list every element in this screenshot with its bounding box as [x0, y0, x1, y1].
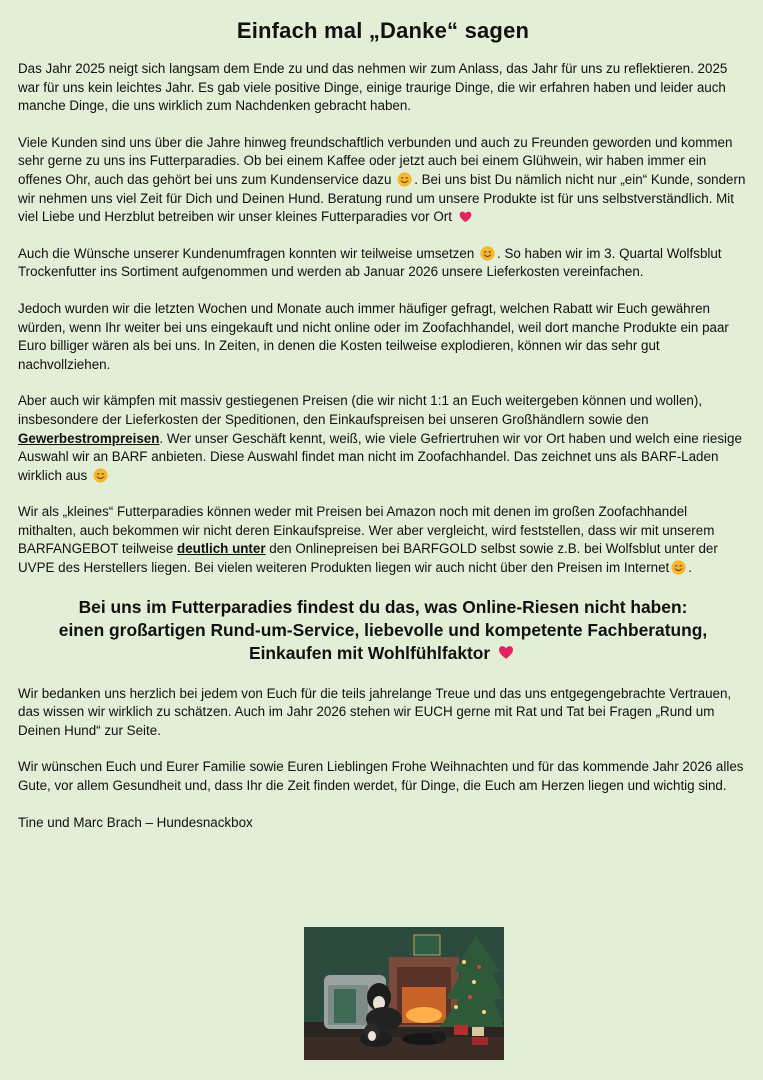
christmas-dogs-photo	[304, 927, 504, 1060]
callout-line-1: Bei uns im Futterparadies findest du das, was Online-Riesen nicht haben:	[78, 596, 688, 617]
paragraph-wishes-text-b: . So haben wir im 3. Quartal Wolfsblut Trockenfutter ins Sortiment aufgenommen und werden ab Januar 2026 unsere Lieferkosten vereinfachen.	[18, 245, 722, 280]
callout-box	[18, 596, 748, 665]
smiling-face-icon	[397, 172, 412, 187]
paragraph-thanks	[18, 685, 748, 741]
paragraph-thanks-text: Wir bedanken uns herzlich bei jedem von Euch für die teils jahrelange Treue und das uns entgegengebrachte Vertrauen, das wissen wir wirklich zu schätzen. Auch im Jahr 2026 stehen wir EUCH gerne mit Rat und Tat bei Fragen „Rund um Deinen Hund“ zur Seite.	[18, 685, 732, 738]
smiling-face-icon	[671, 560, 686, 575]
red-heart-icon	[458, 209, 473, 224]
callout-line-3: Einkaufen mit Wohlfühlfaktor	[248, 642, 491, 663]
red-heart-icon	[497, 643, 515, 661]
paragraph-wishes	[18, 245, 748, 282]
paragraph-comparison-text-c: .	[688, 560, 693, 576]
paragraph-comparison	[18, 503, 748, 577]
paragraph-customers	[18, 134, 748, 227]
smiling-face-icon	[93, 468, 108, 483]
paragraph-wishes-christmas-text: Wir wünschen Euch und Eurer Familie sowie Euren Lieblingen Frohe Weihnachten und für das kommende Jahr 2026 alles Gute, vor allem Gesundheit und, dass Ihr die Zeit finden werdet, für Dinge, die Euch am Herzen liegen und wichtig sind.	[18, 759, 744, 794]
signature: Tine und Marc Brach – Hundesnackbox	[18, 814, 253, 830]
callout-line-2: einen großartigen Rund-um-Service, liebevolle und kompetente Fachberatung,	[58, 619, 708, 640]
paragraph-prices-text-a: Aber auch wir kämpfen mit massiv gestiegenen Preisen (die wir nicht 1:1 an Euch weitergeben können und wollen), insbesondere der Lieferkosten der Speditionen, den Einkaufspreisen bei unseren Großhändlern sowie den	[18, 393, 703, 427]
paragraph-comparison-text-a: Wir als „kleines“ Futterparadies können weder mit Preisen bei Amazon noch mit denen im großen Zoofachhandel mithalten, auch bekommen wir nicht deren Einkaufspreise. Wer aber vergleicht, wird feststellen, dass wir mit unserem BARFANGEBOT teilweise	[18, 504, 715, 557]
paragraph-comparison-text-b: den Onlinepreisen bei BARFGOLD selbst sowie z.B. bei Wolfsblut unter der UVPE des Herstellers liegen. Bei vielen weiteren Produkten liegen wir auch nicht über den Preisen im Internet	[18, 541, 718, 576]
paragraph-prices	[18, 392, 748, 485]
page-title: Einfach mal „Danke“ sagen	[236, 18, 530, 43]
paragraph-intro	[18, 60, 748, 116]
paragraph-intro-text: Das Jahr 2025 neigt sich langsam dem Ende zu und das nehmen wir zum Anlass, das Jahr für uns zu reflektieren. 2025 war für uns kein leichtes Jahr. Es gab viele positive Dinge, einige traurige Dinge, die wir erfahren haben und leider auch manche Dinge, die uns wirklich zum Nachdenken gebracht haben.	[18, 61, 728, 114]
smiling-face-icon	[480, 246, 495, 261]
paragraph-wishes-christmas	[18, 758, 748, 795]
paragraph-wishes-text-a: Auch die Wünsche unserer Kundenumfragen konnten wir teilweise umsetzen	[18, 245, 475, 261]
callout-line-3-wrapper	[18, 642, 748, 665]
emphasis-deutlich-unter: deutlich unter	[177, 541, 266, 557]
letter	[18, 18, 748, 832]
emphasis-gewerbestrompreisen: Gewerbestrompreisen	[18, 430, 160, 446]
paragraph-prices-text-b: . Wer unser Geschäft kennt, weiß, wie viele Gefriertruhen wir vor Ort haben und welch eine riesige Auswahl wir an BARF anbieten. Diese Auswahl findet man nicht im Zoofachhandel. Das zeichnet uns als BARF-Laden wirklich aus	[18, 430, 742, 483]
paragraph-customers-text-a: Viele Kunden sind uns über die Jahre hinweg freundschaftlich verbunden und auch zu Freunden geworden und kommen sehr gerne zu uns ins Futterparadies. Ob bei einem Kaffee oder jetzt auch bei einem Glühwein, wir haben immer ein offenes Ohr, auch das gehört bei uns zum Kundenservice dazu	[18, 134, 733, 187]
paragraph-discount-text: Jedoch wurden wir die letzten Wochen und Monate auch immer häufiger gefragt, welchen Rabatt wir Euch gewähren würden, wenn Ihr weiter bei uns eingekauft und nicht online oder im Zoofachhandel, weil dort manche Produkte ein paar Euro billiger wären als bei uns. In Zeiten, in denen die Kosten teilweise explodieren, können wir das sehr gut nachvollziehen.	[18, 300, 729, 372]
paragraph-customers-text-b: . Bei uns bist Du nämlich nicht nur „ein“ Kunde, sondern wir nehmen uns viel Zeit für Dich und Deinen Hund. Beratung rund um unsere Produkte ist für uns selbstverständlich. Mit viel Liebe und Herzblut betreiben wir unser kleines Futterparadies vor Ort	[18, 171, 746, 225]
paragraph-discount	[18, 300, 748, 374]
